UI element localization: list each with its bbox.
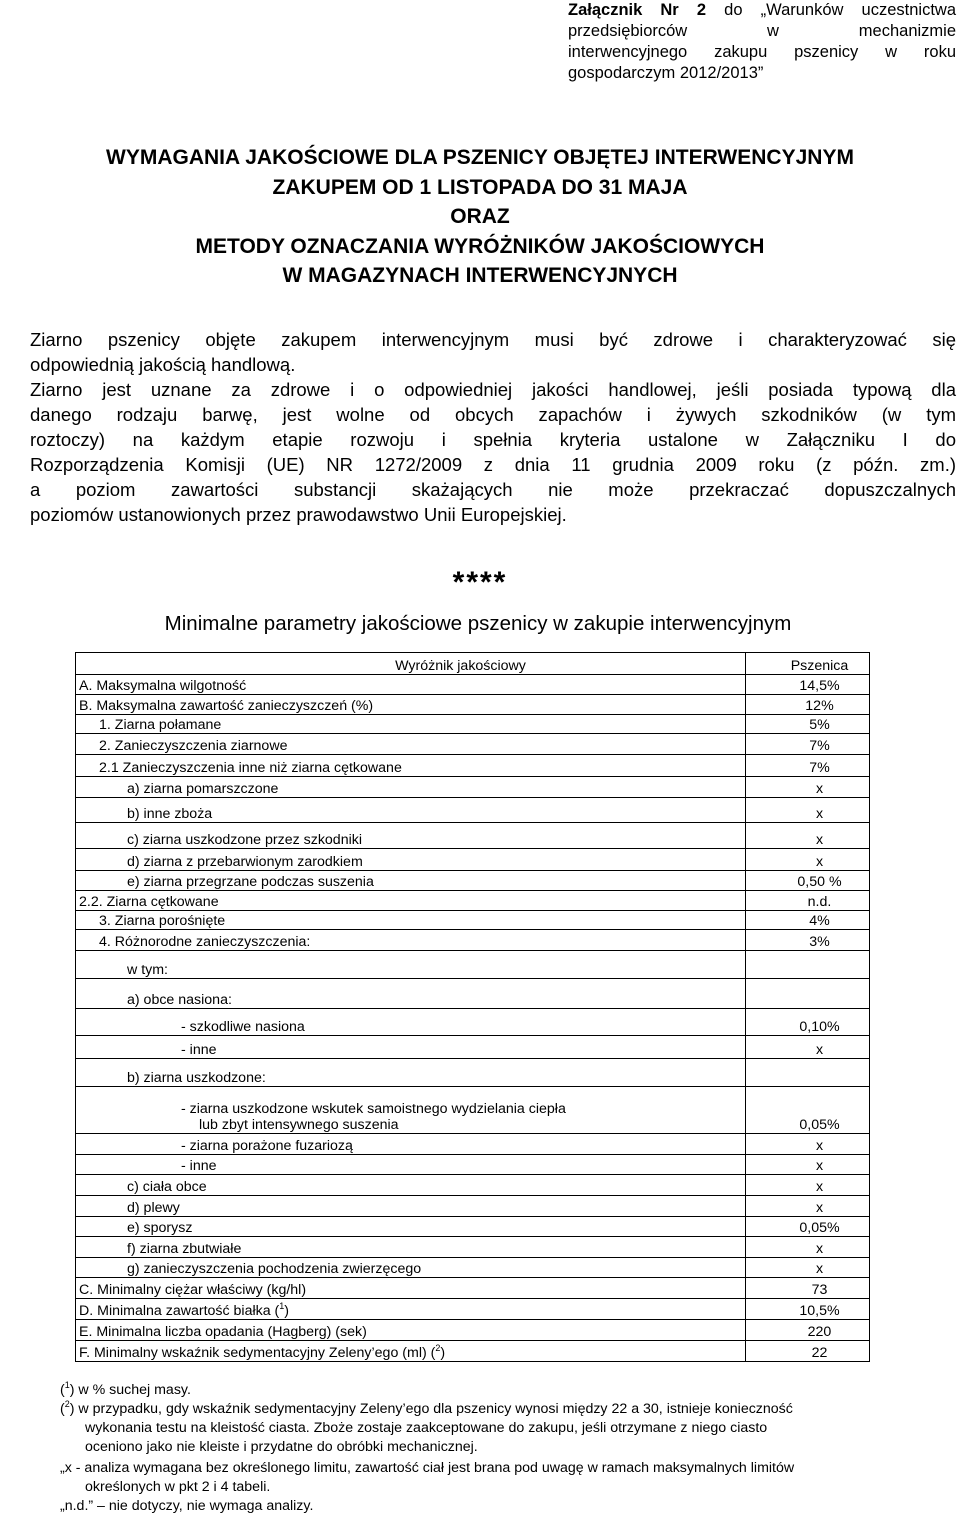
row-wheat-value	[746, 979, 870, 1009]
row-parameter: - ziarna porażone fuzariozą	[76, 1134, 746, 1155]
table-row	[76, 823, 870, 849]
row-wheat-value: 5%	[746, 715, 870, 734]
table-row	[76, 849, 870, 871]
row-wheat-value: 10,5%	[746, 1299, 870, 1320]
row-parameter: B. Maksymalna zawartość zanieczyszczeń (%)	[76, 695, 746, 715]
intro-p1-line: Ziarno pszenicy objęte zakupem interwencyjnym musi być zdrowe i charakteryzować się	[30, 329, 956, 350]
row-parameter: 1. Ziarna połamane	[76, 715, 746, 734]
row-parameter: 2.1 Zanieczyszczenia inne niż ziarna cętkowane	[76, 755, 746, 777]
row-wheat-value: 0,05%	[746, 1087, 870, 1134]
table-row	[76, 1036, 870, 1059]
row-wheat-value: x	[746, 1237, 870, 1258]
table-row	[76, 1320, 870, 1341]
row-wheat-value: 220	[746, 1320, 870, 1341]
row-parameter: c) ciała obce	[76, 1175, 746, 1196]
row-wheat-value: 14,5%	[746, 675, 870, 695]
footnote-nd: „n.d.” – nie dotyczy, nie wymaga analizy.	[60, 1498, 314, 1514]
table-row	[76, 930, 870, 951]
intro-paragraph-2	[30, 377, 956, 527]
table-row	[76, 1087, 870, 1134]
table-row	[76, 979, 870, 1009]
table-row	[76, 1258, 870, 1278]
row-parameter: E. Minimalna liczba opadania (Hagberg) (sek)	[76, 1320, 746, 1341]
column-header-wheat: Pszenica	[746, 653, 870, 675]
table-row	[76, 911, 870, 930]
quality-parameters-table	[75, 652, 870, 1362]
title-line-3: ORAZ	[450, 205, 510, 228]
row-parameter: C. Minimalny ciężar właściwy (kg/hl)	[76, 1278, 746, 1299]
row-parameter: f) ziarna zbutwiałe	[76, 1237, 746, 1258]
annex-line-1: Załącznik Nr 2 do „Warunków uczestnictwa	[568, 1, 956, 19]
row-wheat-value	[746, 951, 870, 979]
row-parameter: 4. Różnorodne zanieczyszczenia:	[76, 930, 746, 951]
row-parameter: 2. Zanieczyszczenia ziarnowe	[76, 734, 746, 755]
footnote-1: ($^1$) w % suchej masy.	[60, 1380, 191, 1398]
table-row	[76, 891, 870, 911]
intro-p2-line: Rozporządzenia Komisji (UE) NR 1272/2009 z dnia 11 grudnia 2009 roku (z późn. zm.)	[30, 454, 956, 475]
row-wheat-value: 7%	[746, 734, 870, 755]
table-row	[76, 1175, 870, 1196]
table-row	[76, 1196, 870, 1217]
row-parameter: a) obce nasiona:	[76, 979, 746, 1009]
row-parameter: d) ziarna z przebarwionym zarodkiem	[76, 849, 746, 871]
table-row	[76, 951, 870, 979]
row-wheat-value: x	[746, 823, 870, 849]
row-wheat-value: x	[746, 1155, 870, 1175]
row-wheat-value	[746, 1059, 870, 1087]
table-row	[76, 1134, 870, 1155]
row-parameter: - ziarna uszkodzone wskutek samoistnego wydzielania ciepła lub zbyt intensywnego suszenia	[76, 1087, 746, 1134]
row-parameter: 2.2. Ziarna cętkowane	[76, 891, 746, 911]
row-wheat-value: 7%	[746, 755, 870, 777]
table-row	[76, 777, 870, 798]
row-wheat-value: 3%	[746, 930, 870, 951]
row-parameter: e) sporysz	[76, 1217, 746, 1237]
table-row	[76, 715, 870, 734]
table-row	[76, 695, 870, 715]
separator-stars: ****	[452, 566, 508, 599]
row-parameter: b) ziarna uszkodzone:	[76, 1059, 746, 1087]
table-row	[76, 734, 870, 755]
row-parameter: g) zanieczyszczenia pochodzenia zwierzęcego	[76, 1258, 746, 1278]
intro-p2-line: roztoczy) na każdym etapie rozwoju i spełnia kryteria ustalone w Załączniku I do	[30, 429, 956, 450]
row-wheat-value: x	[746, 1175, 870, 1196]
table-header-row	[76, 653, 870, 675]
row-wheat-value: 4%	[746, 911, 870, 930]
table-row	[76, 1217, 870, 1237]
intro-p1-line: odpowiednią jakością handlową.	[30, 354, 296, 375]
row-wheat-value: x	[746, 1036, 870, 1059]
title-line-5: W MAGAZYNACH INTERWENCYJNYCH	[282, 264, 678, 287]
annex-line-2: przedsiębiorców w mechanizmie	[568, 22, 956, 40]
intro-p2-line: Ziarno jest uznane za zdrowe i o odpowiedniej jakości handlowej, jeśli posiada typową dla	[30, 379, 956, 400]
intro-p2-line: poziomów ustanowionych przez prawodawstwo Unii Europejskiej.	[30, 504, 567, 525]
row-wheat-value: 22	[746, 1341, 870, 1362]
intro-p2-line: danego rodzaju barwę, jest wolne od obcych zapachów i żywych szkodników (w tym	[30, 404, 956, 425]
annex-header	[568, 0, 956, 84]
row-parameter: D. Minimalna zawartość białka ($^1$)	[76, 1299, 746, 1320]
table-row	[76, 1237, 870, 1258]
title-line-2: ZAKUPEM OD 1 LISTOPADA DO 31 MAJA	[272, 175, 688, 199]
row-wheat-value: x	[746, 849, 870, 871]
row-wheat-value: x	[746, 798, 870, 823]
table-row	[76, 798, 870, 823]
row-wheat-value: 73	[746, 1278, 870, 1299]
table-row	[76, 1299, 870, 1320]
table-row	[76, 871, 870, 891]
table-row	[76, 755, 870, 777]
intro-p2-line: a poziom zawartości substancji skażających nie może przekraczać dopuszczalnych	[30, 479, 956, 500]
table-row	[76, 1009, 870, 1036]
document-title	[0, 143, 960, 291]
table-row	[76, 1059, 870, 1087]
intro-paragraph-1	[30, 327, 956, 377]
row-parameter: 3. Ziarna porośnięte	[76, 911, 746, 930]
row-parameter: - inne	[76, 1155, 746, 1175]
row-wheat-value: x	[746, 777, 870, 798]
table-heading: Minimalne parametry jakościowe pszenicy w zakupie interwencyjnym	[164, 612, 792, 635]
row-parameter: A. Maksymalna wilgotność	[76, 675, 746, 695]
row-wheat-value: 12%	[746, 695, 870, 715]
row-parameter: e) ziarna przegrzane podczas suszenia	[76, 871, 746, 891]
footnote-x: „x - analiza wymagana bez określonego limitu, zawartość ciał jest brana pod uwagę w ramach maksymalnych limitów określonych w pkt 2 i 4 tabeli.	[60, 1460, 795, 1495]
row-parameter: w tym:	[76, 951, 746, 979]
row-parameter: a) ziarna pomarszczone	[76, 777, 746, 798]
table-row	[76, 1278, 870, 1299]
row-wheat-value: 0,10%	[746, 1009, 870, 1036]
row-parameter: c) ziarna uszkodzone przez szkodniki	[76, 823, 746, 849]
table-row	[76, 675, 870, 695]
row-wheat-value: 0,50 %	[746, 871, 870, 891]
table-row	[76, 1341, 870, 1362]
annex-line-3: interwencyjnego zakupu pszenicy w roku	[568, 43, 956, 61]
row-wheat-value: x	[746, 1196, 870, 1217]
row-parameter: d) plewy	[76, 1196, 746, 1217]
table-row	[76, 1155, 870, 1175]
row-parameter: b) inne zboża	[76, 798, 746, 823]
title-line-4: METODY OZNACZANIA WYRÓŻNIKÓW JAKOŚCIOWYCH	[195, 234, 765, 258]
annex-line-4: gospodarczym 2012/2013”	[568, 64, 764, 82]
row-parameter: - inne	[76, 1036, 746, 1059]
row-wheat-value: 0,05%	[746, 1217, 870, 1237]
row-parameter: - szkodliwe nasiona	[76, 1009, 746, 1036]
row-wheat-value: x	[746, 1134, 870, 1155]
row-wheat-value: x	[746, 1258, 870, 1278]
footnote-2: ($^2$) w przypadku, gdy wskaźnik sedymentacyjny Zeleny’ego dla pszenicy wynosi między 22 a 30, istnieje konieczność wykonania testu na kleistość ciasta. Zboże zostaje zaakceptowane do zakupu, jeśli otrzymane z niego ciasto oceniono jako nie kleiste i przydatne do obróbki mechanicznej.	[60, 1399, 793, 1455]
row-parameter: F. Minimalny wskaźnik sedymentacyjny Zeleny’ego (ml) ($^2$)	[76, 1341, 746, 1362]
row-wheat-value: n.d.	[746, 891, 870, 911]
title-line-1: WYMAGANIA JAKOŚCIOWE DLA PSZENICY OBJĘTEJ INTERWENCYJNYM	[106, 146, 854, 169]
column-header-parameter: Wyróżnik jakościowy	[76, 653, 746, 675]
